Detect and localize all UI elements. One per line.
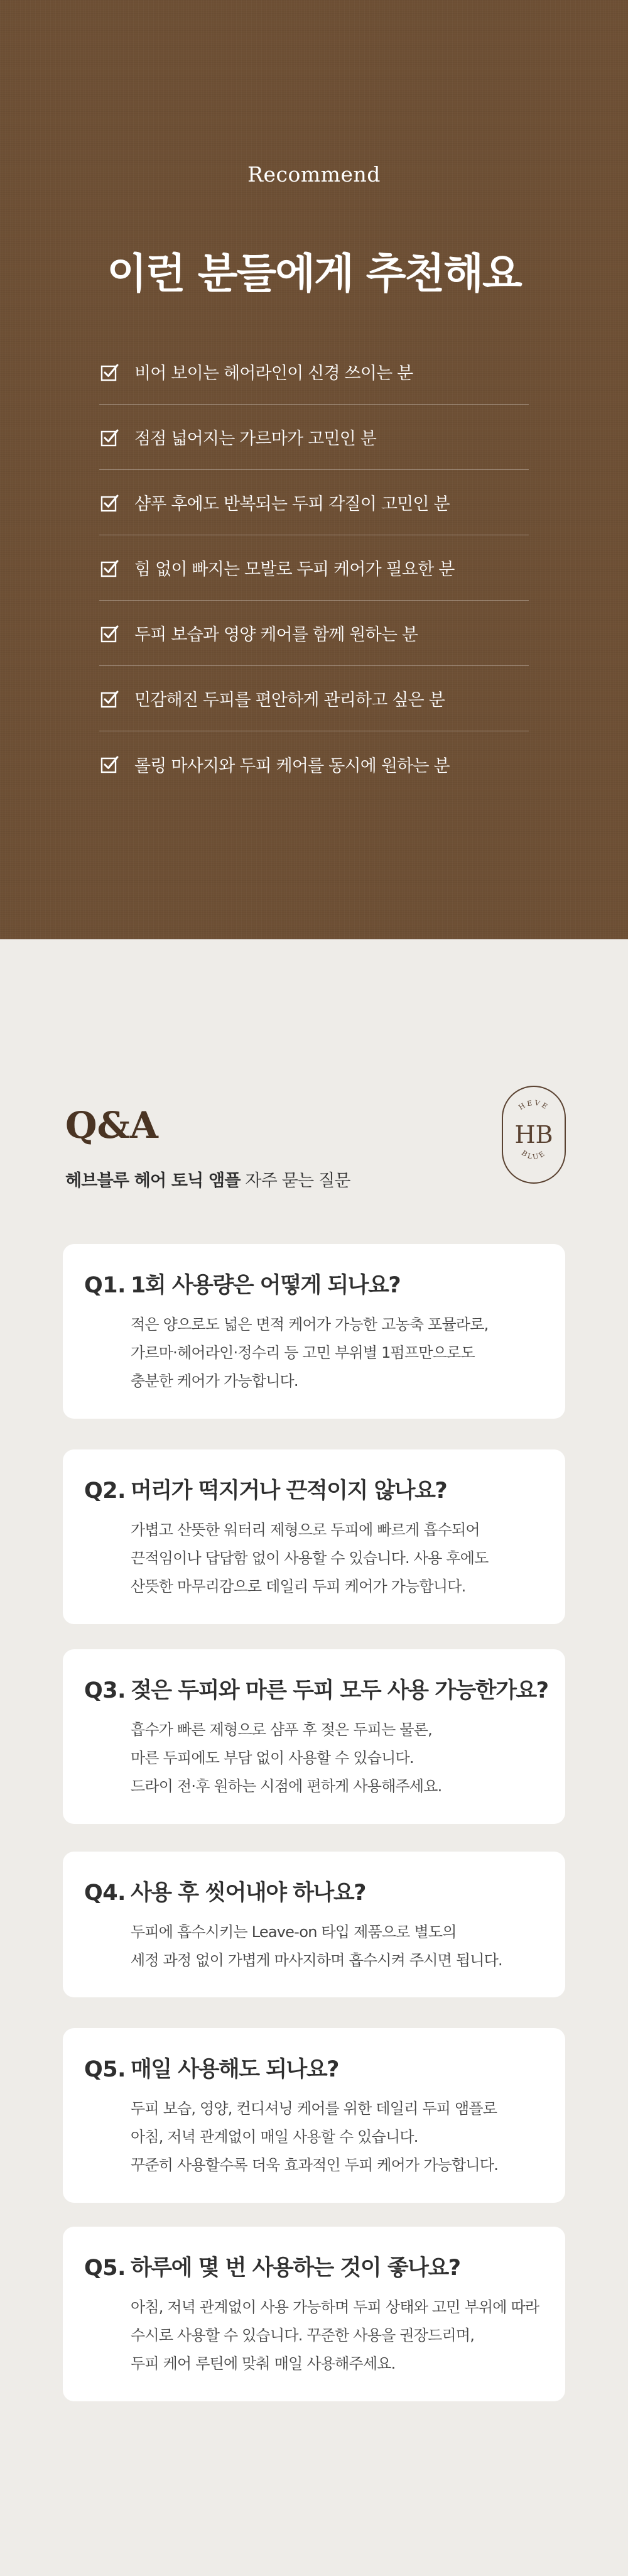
recommend-section [0, 0, 628, 939]
answer-line: 세정 과정 없이 가볍게 마사지하며 흡수시켜 주시면 됩니다. [131, 1951, 502, 1969]
recommend-item [99, 601, 529, 666]
question-number: Q1. [84, 1273, 126, 1298]
logo-top-text: HEVE [517, 1098, 551, 1112]
recommend-title: 이런 분들에게 추천해요 [107, 249, 521, 298]
recommend-item-text: 점점 넓어지는 가르마가 고민인 분 [134, 429, 377, 449]
answer-line: 아침, 저녁 관계없이 사용 가능하며 두피 상태와 고민 부위에 따라 [131, 2298, 539, 2316]
recommend-item [99, 535, 529, 601]
answer-text [131, 1716, 551, 1801]
qa-subtitle-product: 헤브블루 헤어 토닉 앰플 [65, 1171, 241, 1191]
qa-section [0, 939, 628, 2576]
brand-logo-badge [501, 1085, 566, 1184]
recommend-list [99, 339, 529, 797]
answer-line: 적은 양으로도 넓은 면적 케어가 가능한 고농축 포뮬라로, [131, 1316, 489, 1333]
answer-line: 아침, 저녁 관계없이 매일 사용할 수 있습니다. [131, 2128, 418, 2146]
answer-line: 두피 보습, 영양, 컨디셔닝 케어를 위한 데일리 두피 앰플로 [131, 2100, 497, 2117]
question-text: 사용 후 씻어내야 하나요? [131, 1880, 365, 1906]
recommend-item-text: 샴푸 후에도 반복되는 두피 각질이 고민인 분 [134, 494, 450, 514]
answer-text [131, 1516, 551, 1601]
answer-line: 드라이 전·후 원하는 시점에 편하게 사용해주세요. [131, 1777, 442, 1795]
recommend-item [99, 405, 529, 470]
recommend-item [99, 666, 529, 731]
answer-text [131, 2095, 551, 2180]
question-text: 1회 사용량은 어떻게 되나요? [131, 1273, 401, 1298]
answer-line: 두피에 흡수시키는 Leave-on 타입 제품으로 별도의 [131, 1923, 457, 1941]
answer-line: 산뜻한 마무리감으로 데일리 두피 케어가 가능합니다. [131, 1578, 466, 1595]
answer-line: 꾸준히 사용할수록 더욱 효과적인 두피 케어가 가능합니다. [131, 2156, 499, 2174]
answer-text [131, 2293, 551, 2378]
answer-text [131, 1918, 551, 1975]
recommend-item-text: 두피 보습과 영양 케어를 함께 원하는 분 [134, 625, 418, 645]
question-number: Q5. [84, 2256, 126, 2281]
answer-line: 가르마·헤어라인·정수리 등 고민 부위별 1펌프만으로도 [131, 1344, 475, 1362]
answer-text [131, 1311, 551, 1395]
logo-bottom-text: BLUE [520, 1149, 548, 1162]
svg-text:HEVE [517, 1099, 551, 1112]
checkbox-check-icon [100, 689, 119, 708]
recommend-eyebrow: Recommend [247, 162, 381, 187]
question-text: 하루에 몇 번 사용하는 것이 좋나요? [131, 2256, 460, 2281]
checkbox-check-icon [100, 363, 119, 381]
recommend-item-text: 민감해진 두피를 편안하게 관리하고 싶은 분 [134, 690, 445, 710]
recommend-item-text: 비어 보이는 헤어라인이 신경 쓰이는 분 [134, 364, 413, 383]
checkbox-check-icon [100, 493, 119, 512]
question-text: 머리가 떡지거나 끈적이지 않나요? [131, 1478, 447, 1504]
recommend-item-text: 힘 없이 빠지는 모발로 두피 케어가 필요한 분 [134, 560, 455, 579]
checkbox-check-icon [100, 624, 119, 643]
answer-line: 흡수가 빠른 제형으로 샴푸 후 젖은 두피는 물론, [131, 1721, 432, 1738]
checkbox-check-icon [100, 559, 119, 577]
qa-card [63, 1649, 565, 1824]
question-text: 젖은 두피와 마른 두피 모두 사용 가능한가요? [131, 1678, 548, 1703]
answer-line: 마른 두피에도 부담 없이 사용할 수 있습니다. [131, 1749, 414, 1767]
question-text: 매일 사용해도 되나요? [131, 2057, 338, 2082]
qa-card [63, 1852, 565, 1997]
qa-card [63, 2227, 565, 2401]
recommend-item [99, 470, 529, 535]
recommend-item-text: 롤링 마사지와 두피 케어를 동시에 원하는 분 [134, 756, 450, 776]
qa-title: Q&A [65, 1104, 158, 1147]
svg-text:BLUE [520, 1149, 548, 1161]
answer-line: 끈적임이나 답답함 없이 사용할 수 있습니다. 사용 후에도 [131, 1549, 489, 1567]
qa-subtitle [65, 1167, 350, 1191]
checkbox-check-icon [100, 428, 119, 447]
recommend-item [99, 731, 529, 797]
question-number: Q2. [84, 1478, 126, 1504]
question-number: Q3. [84, 1678, 126, 1703]
qa-card [63, 1449, 565, 1624]
answer-line: 두피 케어 루틴에 맞춰 매일 사용해주세요. [131, 2355, 396, 2372]
checkbox-check-icon [100, 755, 119, 773]
recommend-item [99, 339, 529, 405]
answer-line: 수시로 사용할 수 있습니다. 꾸준한 사용을 권장드리며, [131, 2327, 475, 2344]
question-number: Q4. [84, 1880, 126, 1906]
question-number: Q5. [84, 2057, 126, 2082]
logo-monogram: HB [514, 1121, 553, 1149]
answer-line: 가볍고 산뜻한 워터리 제형으로 두피에 빠르게 흡수되어 [131, 1521, 480, 1539]
qa-subtitle-rest: 자주 묻는 질문 [240, 1171, 350, 1191]
answer-line: 충분한 케어가 가능합니다. [131, 1372, 298, 1390]
qa-card [63, 2028, 565, 2203]
qa-card [63, 1244, 565, 1419]
